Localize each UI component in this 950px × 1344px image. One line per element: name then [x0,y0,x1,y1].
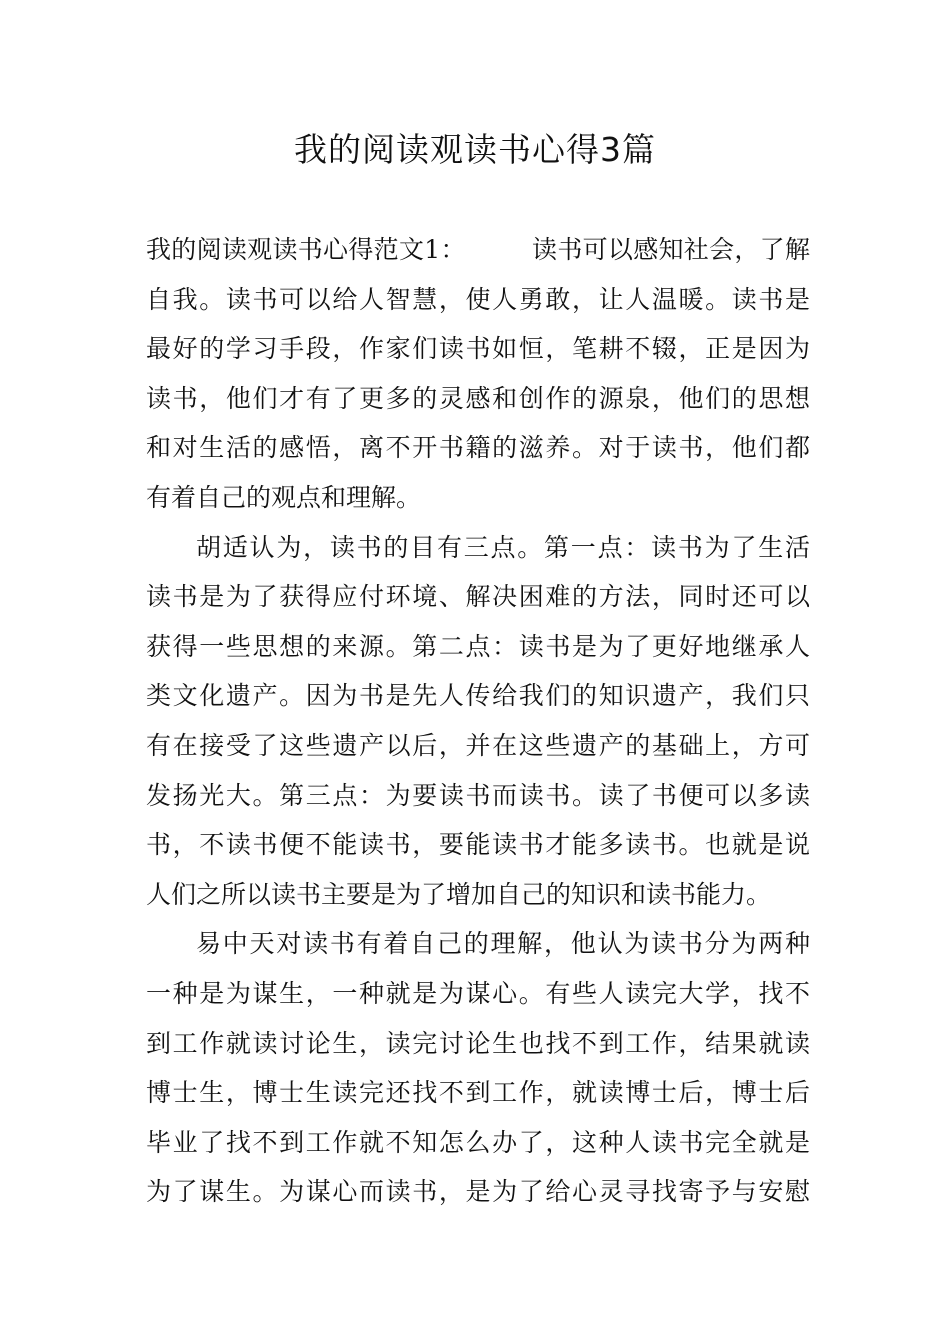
text-line: 和对生活的感悟，离不开书籍的滋养。对于读书，他们都 [146,433,810,463]
text-line: 人们之所以读书主要是为了增加自己的知识和读书能力。 [146,879,772,909]
text-line [146,225,810,275]
text-line: 自我。读书可以给人智慧，使人勇敢，让人温暖。读书是 [146,284,810,314]
text-line: 发扬光大。第三点：为要读书而读书。读了书便可以多读 [146,780,810,810]
document-title: 我的阅读观读书心得3篇 [294,130,656,169]
text-line: 到工作就读讨论生，读完讨论生也找不到工作，结果就读 [146,1028,810,1058]
text-line: 获得一些思想的来源。第二点：读书是为了更好地继承人 [146,631,810,661]
text-line: 最好的学习手段，作家们读书如恒，笔耕不辍，正是因为 [146,334,810,364]
text-line: 书，不读书便不能读书，要能读书才能多读书。也就是说 [146,830,810,860]
text-line: 有着自己的观点和理解。 [146,482,422,512]
text-line: 读书是为了获得应付环境、解决困难的方法，同时还可以 [146,582,810,612]
text-line: 胡适认为，读书的目有三点。第一点：读书为了生活 [196,532,810,562]
document-body [146,225,810,1217]
text-line: 毕业了找不到工作就不知怎么办了，这种人读书完全就是 [146,1127,810,1157]
text-line: 易中天对读书有着自己的理解，他认为读书分为两种 [196,929,810,959]
text-line-part: 读书可以感知社会，了解 [531,235,810,264]
text-line: 类文化遗产。因为书是先人传给我们的知识遗产，我们只 [146,681,810,711]
text-line-part: 我的阅读观读书心得范文1： [146,235,466,264]
text-line: 一种是为谋生，一种就是为谋心。有些人读完大学，找不 [146,978,810,1008]
text-line: 为了谋生。为谋心而读书，是为了给心灵寻找寄予与安慰 [146,1177,810,1207]
text-line: 博士生，博士生读完还找不到工作，就读博士后，博士后 [146,1078,810,1108]
text-line: 读书，他们才有了更多的灵感和创作的源泉，他们的思想 [146,383,810,413]
text-line: 有在接受了这些遗产以后，并在这些遗产的基础上，方可 [146,730,810,760]
